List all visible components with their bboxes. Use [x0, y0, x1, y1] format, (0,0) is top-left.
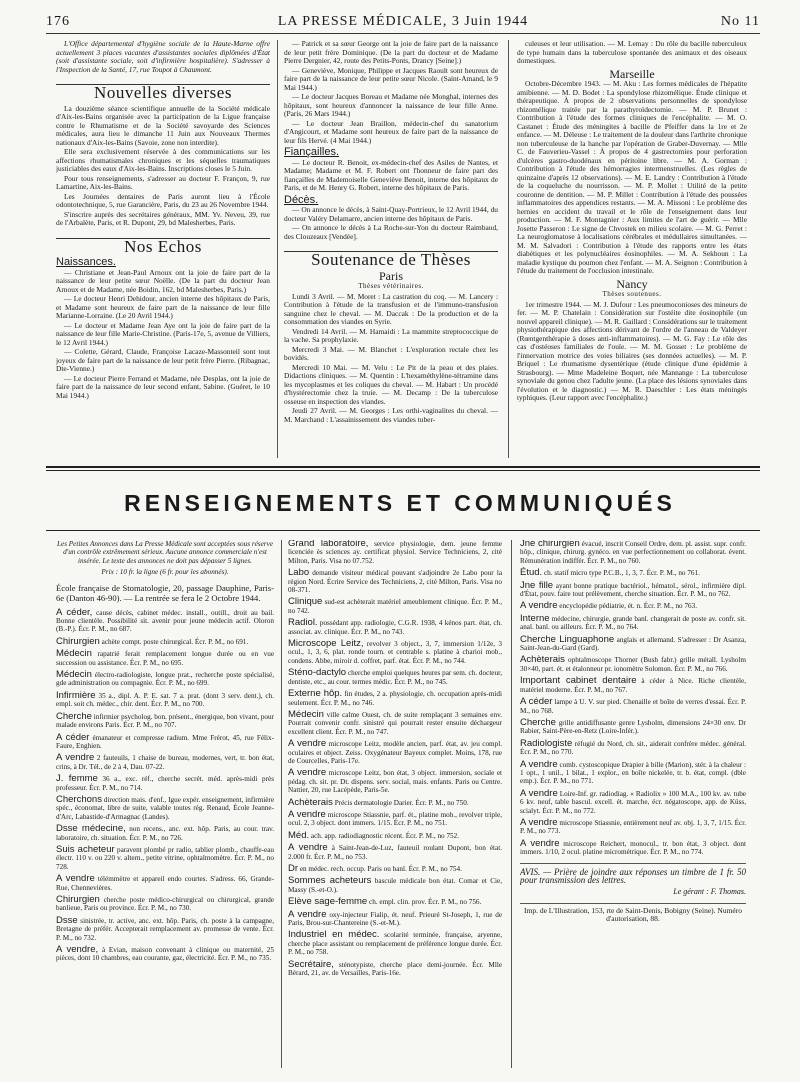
ad-text: 35 a., dipl. A. P. E. sat. 7 a. prat. (dont 3 serv. dent.), ch. empl. soit ch. médec., chir. dent. Écr. P. M., no 700. — [56, 691, 274, 709]
ad-keyword: A céder, — [56, 606, 93, 618]
section-title-theses: Soutenance de Thèses — [284, 251, 498, 265]
classified-ad — [288, 898, 502, 906]
ad-text: anglais et allemand. S'adresser : Dr Asanza, Saint-Jean-du-Gard (Gard). — [520, 635, 746, 653]
ad-text: microscope Leitz, modèle ancien, parf. état, av. jeu compl. oculaires et object. Zeiss. Oxygénateur Bayeux complet. Moins, 178, rue de Courcelles, Paris-17e. — [288, 740, 502, 765]
classified-ad — [288, 540, 502, 565]
manager-line: Le gérant : F. Thomas. — [673, 887, 746, 897]
thesis-entry: Lundi 3 Avril. — M. Moret : La castration du coq. — M. Lancery : Contribution à l'étude de la transfusion et de l'immuno-transfusion sanguine chez le cheval. — M. Daccak : De la production et de la consommation des viandes en Syrie. — [284, 291, 498, 326]
ad-text: demande visiteur médical pouvant s'adjoindre 2e Labo pour la région Nord. Écrire Service des Techniciens, 2, cité Milton, Paris. Visa no 08-371. — [288, 569, 502, 595]
page-header — [46, 14, 760, 32]
classified-ad — [288, 769, 502, 794]
ad-text: paravent plombé pr radio, tablier plomb., chauffe-eau électr. 110 v. ou 220 v. altern., petite vitrine, ophtalmomètre. Écr. P. M., no 728. — [56, 845, 274, 871]
ad-text: ville calme Ouest, ch. de suite remplaçant 3 semaines env. Pourrait convenir confr. sinistré qui pourrait rester ensuite déchargeur excellent client. Écr. P. M., no 747. — [288, 710, 502, 736]
birth-notice: — Le docteur Jacques Boreau et Madame née Monghal, internes des hôpitaux, sont heureux d'annoncer la naissance de leur fille Anne. (Paris, 26 Mars 1944.) — [284, 92, 498, 118]
city-heading: Paris — [379, 268, 403, 283]
subhead-deces: Décès. — [284, 193, 319, 206]
column-1 — [56, 40, 270, 455]
classified-ad — [520, 633, 746, 653]
ad-text: ophtalmoscope Thorner (Bush fabr.) grille métall. Lysholm 30×40, part. ét. et étalonneur pr. ionomètre Solomon. Écr. P. M., no 766. — [520, 656, 746, 673]
journal-title: LA PRESSE MÉDICALE, 3 Juin 1944 — [277, 14, 529, 29]
ad-text: médecine, chirurgie, grande banl. changerait de poste av. confr. sit. anal. banl. ou ailleurs. Écr. P. M., no 764. — [520, 614, 746, 632]
classified-ad — [520, 677, 746, 694]
ad-keyword: Radiologiste — [520, 737, 573, 749]
ad-text: cherche emploi quelques heures par sem. ch. docteur, dentiste, etc., au cour. termes médic. Écr. P. M., no 745. — [288, 669, 502, 686]
ad-text: microscope Stiassnie, parf. ét., platine mob., revolver triple, ocul. 2, 3 object. dont immers. 1/15. Écr. P. M., no 751. — [288, 810, 502, 828]
ad-keyword: Achèterais — [520, 654, 565, 666]
ad-keyword: A céder — [520, 696, 553, 708]
classified-ad — [520, 602, 746, 610]
header-rule — [46, 33, 760, 34]
birth-notice: — Le docteur Jean Braillon, médecin-chef du sanatorium d'Angicourt, et Madame sont heureux de faire part de la naissance de leur fils Hervé. (4 Mai 1944.) — [284, 118, 498, 145]
engagement-notice: — Le docteur R. Benoit, ex-médecin-chef des Asiles de Nantes, et Madame; Madame et M. F. Robert ont l'honneur de faire part des fiançailles de Mademoiselle Geneviève Benoit, interne des hôpitaux de Paris, et de M. Henry G. Robert, interne des hôpitaux de Paris. — [284, 157, 498, 192]
ad-keyword: Dsse — [56, 914, 78, 926]
ad-text: microscope Leitz, bon état, 3 object. immersion, sociale et pédag. ch. sit. pr. Dt. dispens. serv. social, mais. enfants. Paris ou Centre. Nattier, 20, rue Lacépède, Paris-5e. — [288, 769, 502, 795]
theses-type: Thèses vétérinaires. — [358, 282, 424, 290]
issue-number: No 11 — [720, 14, 760, 29]
classified-ad — [520, 698, 746, 715]
column-divider — [511, 540, 512, 1068]
ad-keyword: Sténo-dactylo — [288, 667, 347, 679]
ad-keyword: Sommes acheteurs — [288, 875, 372, 887]
thesis-entry: Octobre-Décembre 1943. — M. Aku : Les formes médicales de l'hépatite amibienne. — M. D. Bodet : La spondylose rhizomélique. Étude clinique et thérapeutique. À propos de 2 observations personnelles de spondylose rhizomélique traitée par la parathyroïdectomie. — M. P. Brunet : Contribution à l'étude des formes cliniques de l'encéphalite. — M. O. Castanet : Étude des méningites à bacille de Pfeiffer dans la 1re et 2e enfance. — M. Déleuse : Le traitement de la douleur dans l'arthrite chronique non tuberculeuse de la hanche par l'opération de Graber-Duvernay. — Mlle C. de Fauverieu-Vassel : À propos de 4 gastrectomies pour perforation d'ulcères gastro-duodénaux en péritoine libre. — M. A. Gorman : Contribution à l'étude des hémorragies intermenstruelles. (Les règles de quinzaine d'après 12 observations). — M. E. Landry : Contribution à l'étude de la coqueluche du nourrisson. — M. P. Mollet : Utilité de la petite couronne de dentition. — M. P. Millet : Contribution à l'étude des poussées inflammatoires des appendices restants. — M. A. Missoni : Le problème des hernies en accident du travail et le rôle de l'enseignement dans leur production. — M. F. Montagnier : Aux limites de l'art de guérir. — Mlle Josette Passeron : Le signe de Chvostek en milieu scolaire. — M. G. Perret : La neuroglomatose à localisations cérébrales et médullaires simultanées. — M. M. Salvadori : Contribution à l'étude des rapports entre les états diabétiques et les polynucléaires éosinophiles. — M. A. Sekhoun : La maladie kystique du poumon chez l'enfant. — M. A. Seignon : Contribution à l'étude du traitement de l'occlusion intestinale. — [517, 79, 747, 275]
ad-text: cause décès, cabinet médec. install., outill., droit au bail. Bonne clientèle. Possibilité sit. avenir pour jeune médecin actif. Oloron (B.-P.). Écr. P. M., no 687. — [56, 608, 274, 634]
classified-ad — [288, 844, 502, 861]
ad-keyword: Médecin — [56, 669, 92, 681]
column-divider — [277, 40, 278, 458]
ad-keyword: A vendre — [288, 908, 327, 920]
classified-ad — [520, 816, 746, 836]
ad-keyword: A vendre — [520, 816, 558, 828]
ad-keyword: Méd. — [288, 829, 310, 841]
ad-keyword: A vendre, — [56, 944, 99, 956]
city-heading: Marseille — [609, 66, 655, 81]
classified-ad — [520, 787, 746, 815]
death-notice: — On annonce le décès, à Saint-Quay-Portrieux, le 12 Avril 1944, du docteur Valéry Delamarre, ancien interne des hôpitaux de Paris. — [284, 205, 498, 223]
classified-ad — [56, 731, 274, 751]
ad-keyword: A vendre — [56, 873, 95, 885]
ad-text: lampe à U. V. sur pied. Chenaille et boîte de verres d'essai. Écr. P. M., no 768. — [520, 698, 746, 715]
classified-ad — [288, 740, 502, 765]
classifieds-column-1 — [56, 540, 274, 1070]
classified-ad — [288, 908, 502, 928]
ad-keyword: Elève sage-femme — [288, 896, 368, 908]
thesis-entry: Vendredi 14 Avril. — M. Hamaidi : La mammite streptococcique de la vache. Sa prophylaxie. — [284, 326, 498, 344]
ad-text: microscope Stiassnie, entièrement neuf av. obj. 1, 3, 7, 1/15. Écr. P. M., no 773. — [520, 818, 746, 836]
birth-notice: — Geneviève, Monique, Philippe et Jacques Raoult sont heureux de faire part de la naissance de leur petite sœur Nicole. (Saint-Amand, le 9 Mai 1944.) — [284, 65, 498, 92]
ad-keyword: Infirmière — [56, 689, 96, 701]
paragraph: La douzième séance scientifique annuelle de la Société médicale d'Aix-les-Bains organisée avec la participation de la Ligue française contre le Rhumatisme et de la Société savoyarde des Sciences médicales, aura lieu le dimanche 11 Juin aux Nouveaux Thermes nationaux d'Aix-les-Bains (Savoie, zone non interdite). — [56, 103, 270, 147]
classified-ad — [56, 689, 274, 709]
section-rule — [46, 466, 760, 468]
ad-text: ayant bonne pratique bactériol., hématol., sérol., infirmière dipl. d'État, pouv. faire tout prélèvement, cherche situation. Écr. P. M., no 762. — [520, 581, 746, 599]
ad-text: à Evian, maison convenant à clinique ou maternité, 25 pièces, dont 10 chambres, eau courante, gaz, électricité. Écr. P. M., no 735. — [56, 946, 274, 963]
ad-keyword: Interne — [520, 612, 550, 624]
thesis-entry: Mercredi 3 Mai. — M. Blanchet : L'exploration rectale chez les bovidés. — [284, 344, 498, 362]
ad-keyword: A vendre — [520, 837, 560, 849]
section-rule — [46, 530, 760, 531]
ad-keyword: Dsse médecine, — [56, 823, 126, 835]
ad-text: 36 a., exc. réf., cherche secrét. méd. après-midi près professeur. Écr. P. M., no 714. — [56, 775, 274, 792]
ad-text: télémmètre et appareil endo courtes. S'adress. 66, Grande-Rue, Chennevières. — [56, 875, 274, 892]
classified-ad — [288, 808, 502, 828]
classified-ad — [520, 569, 746, 577]
ad-keyword: A vendre — [56, 752, 95, 764]
ad-text: revolver 3 object., 3, 7, immersion 1/12e, 3 ocul., 1, 3, 6, plat. ronde tourn. et centrable s. platine à charioi mob., condens. Abbe, miroir d. coffret, parf. état. Écr. P. M., no 744. — [288, 640, 502, 665]
birth-notice: — Le docteur Pierre Ferrand et Madame, née Desplas, ont la joie de faire part de la naissance de leur second enfant, Sabine. (Guéret, le 10 Mai 1944.) — [56, 373, 270, 400]
ad-keyword: Important cabinet dentaire — [520, 675, 637, 687]
ad-text: Précis dermatologie Darier. Écr. P. M., no 750. — [334, 798, 469, 807]
ad-text: bascule médicale bon état. Comar et Cie, Massy (S.-et-O.). — [288, 877, 502, 894]
ad-keyword: Cherche — [56, 710, 92, 722]
column-2 — [284, 40, 498, 460]
theses-type: Thèses soutenues. — [602, 290, 662, 298]
classified-ad — [520, 612, 746, 632]
ad-text: à céder à Nice. Riche clientèle, matériel moderne. Écr. P. M., no 767. — [520, 677, 746, 694]
classified-ad — [56, 635, 274, 647]
ad-text: infirmier psycholog. bon. présent., énergique, bon vivant, pour malade environs Paris. Écr. P. M., no 707. — [56, 712, 274, 730]
classified-ad — [288, 796, 502, 808]
birth-notice: — Le docteur Henri Dehidour, ancien interne des hôpitaux de Paris, et Madame sont heureux de faire part de la naissance de leur fille Marianne-Lorraine. (Le 20 Avril 1944.) — [56, 294, 270, 320]
birth-notice: — Colette, Gérard, Claude, Françoise Lacaze-Massonteil sont tout joyeux de faire part de la naissance de leur petit frère Pierre. (Ribagnac, Dte-Vienne.) — [56, 347, 270, 373]
classifieds-column-2 — [288, 540, 502, 1070]
classifieds-price: Prix : 10 fr. la ligne (6 fr. pour les abonnés). — [101, 568, 229, 577]
city-heading: Nancy — [616, 276, 648, 291]
ad-text: émanateur et compresse radium. Mme Frérot, 45, rue Félix-Faure, Enghien. — [56, 733, 274, 750]
ad-text: encyclopédie pédiatrie, ét. n. Écr. P. M., no 763. — [559, 602, 698, 611]
ad-keyword: Médecin — [56, 648, 92, 660]
ad-text: électro-radiologiste, longue prat., recherche poste spécialisé, gde administration ou compagnie. Écr. P. M., no 699. — [56, 671, 274, 688]
paragraph: Les Journées dentaires de Paris auront lieu à l'École odontotechnique, 5, rue Garancière, Paris, du 23 au 26 Novembre 1944. — [56, 191, 270, 209]
page-number: 176 — [46, 14, 70, 29]
ad-text: en médec. rech. occup. Paris ou banl. Écr. P. M., no 754. — [299, 865, 462, 873]
classified-ad — [56, 914, 274, 942]
ad-text: fin études, 2 a. physiologie, ch. occupation après-midi seulement. Écr. P. M., no 746. — [288, 690, 502, 707]
classified-ad — [56, 650, 274, 667]
classified-ad — [56, 606, 274, 634]
subhead-fiancailles: Fiançailles. — [284, 146, 340, 158]
classified-ad — [56, 775, 274, 792]
section-title-echos: Nos Echos — [56, 238, 270, 252]
ad-text: service physiologie, dem. jeune femme licenciée ès sciences ay. certificat physiol. Service Techniciens, 2, cité Milton, Paris. Visa no 07.752. — [288, 540, 502, 565]
printer-imprint: Imp. de L'Illustration, 153, rte de Saint-Denis, Bobigny (Seine). Numéro d'autorisation, 88. — [520, 903, 746, 924]
subhead-naissances: Naissances. — [56, 256, 116, 268]
ad-text: sud-est achèterait matériel ameublement clinique. Écr. P. M., no 742. — [288, 598, 502, 615]
section-title-nouvelles: Nouvelles diverses — [56, 84, 270, 98]
column-divider — [281, 540, 282, 1068]
death-notice: — On annonce le décès à La Roche-sur-Yon du docteur Raimbaud, des Clouzeaux [Vendée]. — [284, 223, 498, 241]
ad-keyword: Médecin — [288, 708, 324, 720]
classified-ad — [56, 896, 274, 913]
classified-ad — [520, 737, 746, 757]
section-rule — [46, 470, 760, 471]
ad-keyword: Achèterais — [288, 796, 333, 808]
ad-keyword: Cherchons — [56, 793, 102, 805]
classifieds-note: Les Petites Annonces dans La Presse Médicale sont acceptées sous réserve d'un contrôle extrêmement sérieux. Aucune annonce commerciale n'est insérée. Le texte des annonces ne doit pas dépasser 5 lignes. — [57, 540, 273, 565]
classified-ad — [288, 569, 502, 594]
ad-keyword: Grand laboratoire, — [288, 540, 369, 549]
ad-text: réfugié du Nord, ch. sit., aiderait confrère médec. général. Écr. P. M., no 770. — [520, 739, 746, 757]
ad-text: non recens., anc. ext. hôp. Paris, au cour. trav. laboratoire, ch. situation. Écr. P. M., no 726. — [56, 825, 274, 842]
classifieds-column-3 — [520, 540, 746, 1070]
classified-ad — [288, 877, 502, 894]
classified-ad — [288, 619, 502, 636]
classified-ad — [56, 875, 274, 892]
classified-ad — [288, 829, 502, 841]
ad-text: sinistrée, tr. active, anc. ext. hôp. Paris, ch. poste à la campagne, Bretagne de préfér. Accepterait remplacement av. promesse de vente. Écr. P. M., no 732. — [56, 916, 274, 942]
ad-text: sténotypiste, cherche place demi-journée. Écr. Mlle Bérard, 21, av. de Versailles, Paris-16e. — [288, 960, 502, 978]
ad-text: scolarité terminée, française, aryenne, cherche place assistant ou remplacement de préférence longue durée. Écr. P. M., no 758. — [288, 931, 502, 957]
ad-keyword: A céder — [56, 731, 90, 743]
ad-text: ch. empl. clin. prov. Écr. P. M., no 756. — [369, 898, 482, 907]
ad-keyword: Industriel en médec. — [288, 929, 380, 941]
office-notice: L'Office départemental d'hygiène sociale de la Haute-Marne offre actuellement 3 places vacantes d'assistantes sociales diplômées d'État (soit d'assistante sociale, soit d'infirmière hospitalière). S'adresser à l'Inspection de la Santé, 17, rue Toupot à Chaumont. — [56, 40, 270, 74]
ad-keyword: Jne fille — [520, 579, 554, 591]
ad-keyword: Chirurgien — [56, 635, 100, 647]
ad-keyword: A vendre — [520, 787, 558, 799]
classified-ad — [56, 825, 274, 842]
ad-text: rapatrié ferait remplacement longue durée ou en vue succession ou assistance. Écr. P. M., no 695. — [56, 650, 274, 667]
ad-text: Loire-Inf. gr. radiodiag. « Radiolix » 100 M.A., 100 kv. av. tube 6 kv. neuf, table bascul. excell. ét. marche, écr. négatoscope, app. de Küss, scialyt. Écr. P. M., no 772. — [520, 789, 746, 815]
classified-ad — [56, 754, 274, 771]
classified-ad — [288, 865, 502, 873]
ad-keyword: Microscope Leitz, — [288, 638, 364, 650]
ad-text: microscope Reichert, monocul., tr. bon état, 3 object. dont immers. 1/10, 2 ocul. platine micrométrique. Écr. P. M., no 774. — [520, 839, 746, 857]
classified-ad — [56, 710, 274, 730]
classified-ad — [520, 837, 746, 857]
ad-keyword: Secrétaire, — [288, 958, 334, 970]
ad-text: possédant app. radiologie, C.G.R. 1938, 4 kénos part. état, ch. associat. av. clinique. Écr. P. M., no 743. — [288, 619, 502, 636]
classified-ad — [520, 579, 746, 599]
ad-keyword: Labo — [288, 567, 310, 579]
ad-keyword: A vendre — [288, 767, 327, 779]
ad-text: grille antidiffusante genre Lysholm, dimensions 24×30 env. Dr Rabier, Saint-Père-en-Retz (Loire-Infér.). — [520, 718, 746, 736]
classified-ad — [56, 946, 274, 963]
ad-keyword: Clinique — [288, 596, 323, 608]
avis-notice: AVIS. — Prière de joindre aux réponses un timbre de 1 fr. 50 pour transmission des lettres. — [520, 863, 746, 885]
paragraph: Elle sera exclusivement réservée à des communications sur les affections rhumatismales chroniques et les séquelles traumatiques justiciables des eaux d'Aix-les-Bains. Inscriptions closes le 5 Juin. — [56, 147, 270, 173]
ad-keyword: A vendre — [288, 808, 326, 820]
classified-ad — [288, 958, 502, 978]
thesis-entry: culeuses et leur utilisation. — M. Lemay : Du rôle du bacille tuberculeux de type humain dans la tuberculose spontanée des animaux et des oiseaux domestiques. — [517, 40, 747, 65]
ad-text: comb. cystoscopique Drapier à bille (Marion), stér. à la chaleur : 1 opt., 1 unil., 1 bilat., 1 explor., en boîte nickelée, tr. b. état, compl. (dble emp.). Écr. P. M., no 771. — [520, 760, 746, 786]
ad-keyword: Radiol. — [288, 617, 318, 629]
ad-keyword: Cherche — [520, 716, 556, 728]
ad-text: achète compt. poste chirurgical. Écr. P. M., no 691. — [101, 637, 249, 646]
thesis-entry: Mercredi 10 Mai. — M. Velu : Le Pit de la peau et des plaies. Didactions cliniques. — M. Quentin : L'hexaméthylène-tétramine dans les mycoplasmes et les coliques du cheval. — M. Habart : Un procédé d'hystérectomie chez la truie. — M. Decamp : De la tuberculose osseuse en inspection des viandes. — [284, 362, 498, 406]
classified-ad — [288, 669, 502, 686]
ad-keyword: A vendre — [520, 600, 558, 612]
ad-keyword: Chirurgien — [56, 894, 100, 905]
ad-keyword: A vendre — [288, 842, 328, 854]
classified-ad — [288, 598, 502, 615]
ad-text: évacué, inscrit Conseil Ordre, dem. pl. assist. supr. confr. hôp., clinique, chirurg. gynéco. en vue perfectionnement ou collaborat. évent. Rémunération indiffér. Écr. P. M., no 760. — [520, 540, 746, 565]
ad-text: à Saint-Jean-de-Luz, fauteuil roulant Dupont, bon état. 2.000 fr. Écr. P. M., no 753. — [288, 844, 502, 861]
ad-keyword: A vendre — [288, 738, 327, 750]
ad-text: 2 fauteuils, 1 chaise de bureau, modernes, vert, tr. bon état, crins, à Dr. Tél., de 2 à 4, Dau. 07-22. — [56, 754, 274, 771]
ad-keyword: Suis acheteur — [56, 843, 115, 855]
birth-notice: — Christiane et Jean-Paul Arnoux ont la joie de faire part de la naissance de leur petite sœur Noëlle. (De la part du docteur Jean Arnoux et de Madame, née Boidin, 162, bd Malesherbes, Paris.) — [56, 267, 270, 294]
paragraph: Pour tous renseignements, s'adresser au docteur F. Françon, 9, rue Lamartine, Aix-les-Bains. — [56, 173, 270, 191]
school-notice: École française de Stomatologie, 20, passage Dauphine, Paris-6e (Danton 46-90). — La rentrée se fera le 2 Octobre 1944. — [56, 582, 274, 603]
classified-ad — [56, 671, 274, 688]
ad-keyword: Cherche Linguaphone — [520, 633, 615, 645]
classified-ad — [520, 758, 746, 786]
classified-ad — [520, 716, 746, 736]
classified-ad — [288, 708, 502, 736]
column-3 — [517, 40, 747, 460]
ad-text: cherche poste médico-chirurgical ou chirurgical, grande banlieue, Paris ou province. Écr. P. M., no 730. — [56, 896, 274, 913]
ad-text: oxy-injecteur Fialip, ét. neuf. Prieuré St-Joseph, 1, rue de Paris, Brou-sur-Chantereine (S.-et-M.). — [288, 910, 502, 928]
ad-text: ch. statif micro type P.C.B., 1, 3, 7. Écr. P. M., no 761. — [543, 569, 700, 578]
paragraph: S'inscrire auprès des secrétaires généraux, MM. Yv. Neveu, 39, rue de l'Arbalète, Paris, et R. Dupont, 29, bd Malesherbes, Paris. — [56, 209, 270, 227]
ad-keyword: Jne chirurgien — [520, 540, 580, 549]
classified-ad — [288, 931, 502, 956]
birth-notice: — Le docteur et Madame Jean Aye ont la joie de faire part de la naissance de leur fille Marie-Christine. (Paris-17e, 5, avenue de Villiers, le 12 Avril 1944.) — [56, 320, 270, 347]
ad-keyword: Dr — [288, 863, 299, 874]
classified-ad — [288, 640, 502, 665]
thesis-entry: 1er trimestre 1944. — M. J. Dufour : Les pneumoconioses des mineurs de fer. — M. P. Chatelain : Considération sur l'ostéite dite éosinophile (un nouvel appareil clinique). — M. R. Gaillard : Considérations sur le traitement physiothérapique des affections dérivant de l'ordre de l'anneau de Valdeyer (Rœntgenthérapie à doses anti-inflammatoires). — M. G. Fay : Le rôle des cas d'ostéoses familiales de l'ouïe. — M. M. Gosset : Le problème de l'innervation motrice des voies biliaires (ses données actuelles). — M. P. Briquel : Le rhumatisme dysentérique (étude clinique d'une épidémie à Strasbourg). — Mme Madeleine Boquet, née Mannange : La tuberculose synoviale du genou chez l'adulte jeune. (La place des lésions synoviales dans l'évolution et le diagnostic.) — M. R. Daeschler : Les états méningés typhiques. (Leur rapport avec l'encéphalite.) — [517, 299, 747, 402]
birth-notice: — Patrick et sa sœur George ont la joie de faire part de la naissance de leur petit frère Dominique. (De la part du docteur et de Madame Pierre Dergnier, 42, route des Petits-Ponts, Drancy [Seine].) — [284, 40, 498, 65]
classified-ad — [520, 656, 746, 673]
classified-ad — [288, 690, 502, 707]
ad-keyword: A vendre — [520, 758, 558, 770]
ad-keyword: Étud. — [520, 567, 543, 579]
classified-ad — [56, 843, 274, 871]
main-section-title: RENSEIGNEMENTS ET COMMUNIQUÉS — [124, 490, 676, 516]
column-divider — [508, 40, 509, 458]
ad-keyword: J. femme — [56, 773, 98, 785]
classified-ad — [56, 793, 274, 821]
ad-text: direction mais. d'enf., Igue expér. enseignement, infirmière spéc., économat, libre de suite, valable toutes rég. Renaud, École Jeanne-d'Arc, Labastide-d'Armagnac (Landes). — [56, 795, 274, 821]
ad-keyword: Externe hôp. — [288, 688, 343, 700]
classified-ad — [520, 540, 746, 565]
thesis-entry: Jeudi 27 Avril. — M. Georges : Les orthi-vaginalites du cheval. — M. Marchand : L'assainissement des viandes tuber- — [284, 406, 498, 424]
ad-text: ach. app. radiodiagnostic récent. Écr. P. M., no 752. — [310, 831, 460, 840]
